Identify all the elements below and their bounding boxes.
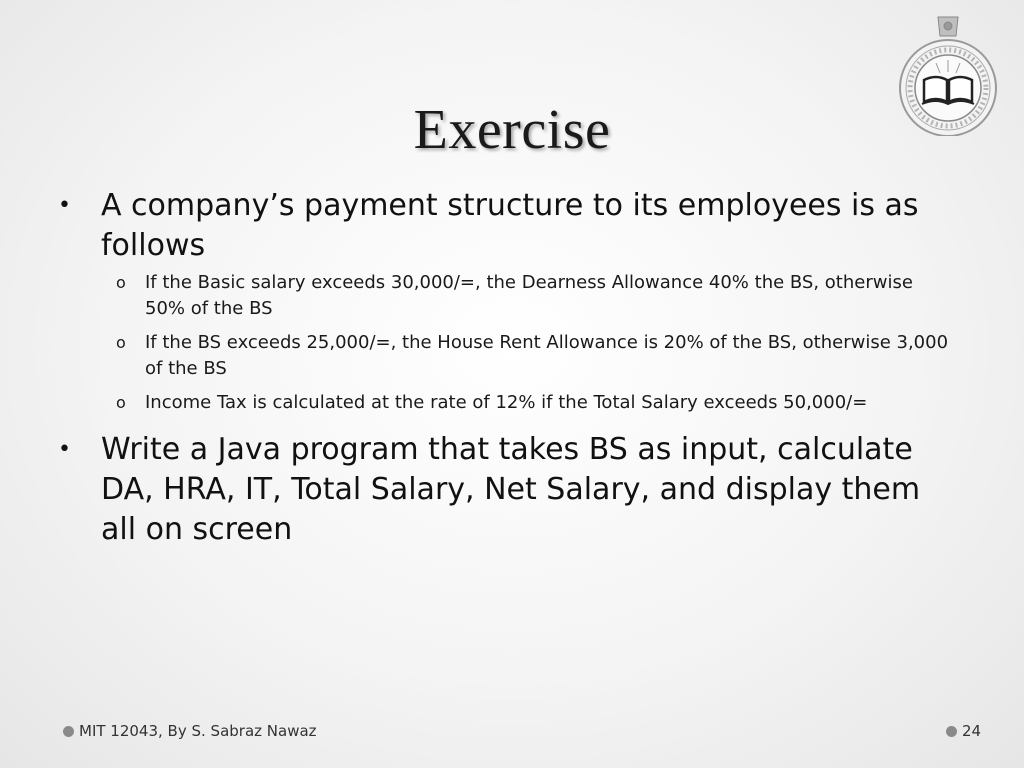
bullet-dot-icon: • <box>58 437 71 462</box>
sub-bullet-list <box>101 270 958 416</box>
circle-bullet-icon: o <box>116 333 126 352</box>
sub-bullet-item <box>101 390 958 416</box>
slide-title: Exercise <box>413 99 611 161</box>
bullet-text: Write a Java program that takes BS as input, calculate DA, HRA, IT, Total Salary, Net Salary, and display them all on screen <box>101 432 921 547</box>
sub-bullet-text: If the BS exceeds 25,000/=, the House Rent Allowance is 20% of the BS, otherwise 3,000 of the BS <box>145 332 949 379</box>
footer-course <box>63 722 317 740</box>
footer-dot-icon <box>63 726 74 737</box>
footer-dot-icon <box>946 726 957 737</box>
page-number-text: 24 <box>962 722 982 740</box>
bullet-list <box>58 186 958 550</box>
circle-bullet-icon: o <box>116 393 126 412</box>
footer-page-number <box>946 722 981 740</box>
sub-bullet-item <box>101 330 958 382</box>
circle-bullet-icon: o <box>116 273 126 292</box>
footer-course-text: MIT 12043, By S. Sabraz Nawaz <box>79 722 317 740</box>
bullet-text: A company’s payment structure to its employees is as follows <box>101 188 919 263</box>
bullet-item <box>58 430 958 550</box>
sub-bullet-item <box>101 270 958 322</box>
sub-bullet-text: Income Tax is calculated at the rate of 12% if the Total Salary exceeds 50,000/= <box>145 392 868 413</box>
bullet-dot-icon: • <box>58 193 71 218</box>
bullet-item <box>58 186 958 416</box>
sub-bullet-text: If the Basic salary exceeds 30,000/=, the Dearness Allowance 40% the BS, otherwise 50% of the BS <box>145 272 913 319</box>
